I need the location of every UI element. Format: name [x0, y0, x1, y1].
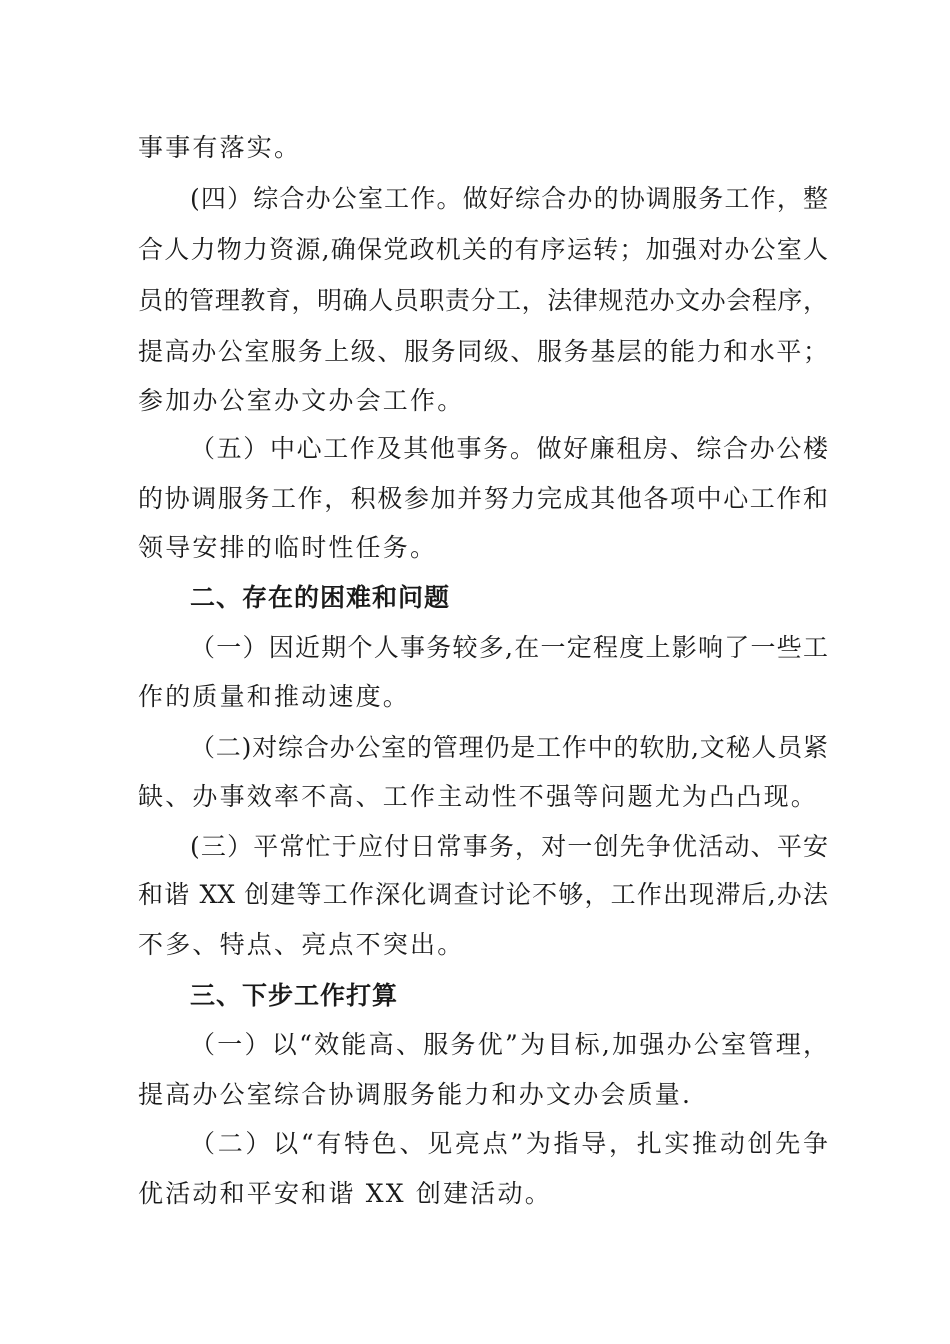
section-heading: 三、下步工作打算 [190, 981, 399, 1010]
paragraph-line: (四）综合办公室工作。做好综合办的协调服务工作，整 [190, 184, 828, 213]
paragraph-line: (三）平常忙于应付日常事务，对一创先争优活动、平安 [190, 832, 828, 861]
paragraph-line: 提高办公室服务上级、服务同级、服务基层的能力和水平； [138, 337, 828, 366]
paragraph-line: 事事有落实。 [138, 133, 302, 162]
paragraph-line: （二)对综合办公室的管理仍是工作中的软肋,文秘人员紧 [190, 733, 828, 762]
paragraph-line: （一）因近期个人事务较多,在一定程度上影响了一些工 [190, 633, 828, 662]
paragraph-line: 合人力物力资源,确保党政机关的有序运转；加强对办公室人 [138, 235, 828, 264]
paragraph-line: 参加办公室办文办会工作。 [138, 386, 465, 415]
paragraph-line: 优活动和平安和谐 XX 创建活动。 [138, 1179, 552, 1208]
paragraph-line: 作的质量和推动速度。 [138, 682, 411, 711]
paragraph-line: 和谐 XX 创建等工作深化调查讨论不够，工作出现滞后,办法 [138, 880, 828, 909]
paragraph-line: 缺、办事效率不高、工作主动性不强等问题尤为凸凸现。 [138, 782, 819, 811]
paragraph-line: 的协调服务工作，积极参加并努力完成其他各项中心工作和 [138, 484, 828, 513]
paragraph-line: 员的管理教育，明确人员职责分工，法律规范办文办会程序， [138, 286, 828, 315]
paragraph-line: 领导安排的临时性任务。 [138, 533, 438, 562]
paragraph-line: （一）以“效能高、服务优”为目标,加强办公室管理， [190, 1030, 828, 1059]
paragraph-line: 不多、特点、亮点不突出。 [138, 930, 465, 959]
paragraph-line: （二）以“有特色、见亮点”为指导，扎实推动创先争 [190, 1129, 828, 1158]
paragraph-line: （五）中心工作及其他事务。做好廉租房、综合办公楼 [190, 434, 828, 463]
section-heading: 二、存在的困难和问题 [190, 583, 451, 612]
paragraph-line: 提高办公室综合协调服务能力和办文办会质量. [138, 1080, 693, 1109]
